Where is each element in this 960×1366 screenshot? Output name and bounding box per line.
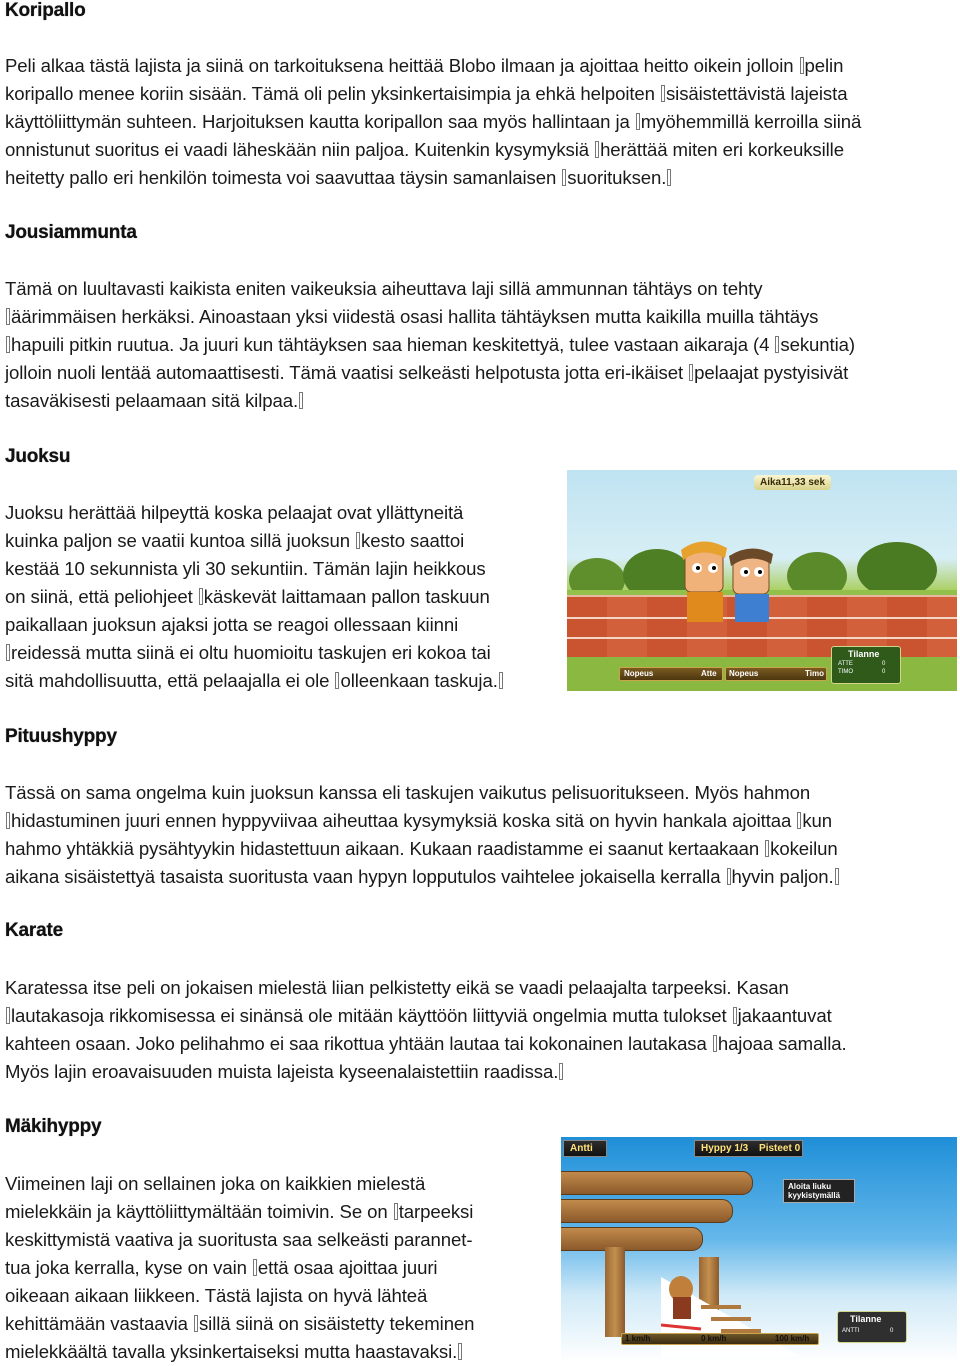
line-text: mielekkäältä tavalla yksinkertaiseksi mutta haastavaksi. xyxy=(5,1341,458,1362)
line-text: kuinka paljon se vaatii kuntoa sillä juoksun xyxy=(5,530,356,551)
speed-max: 100 km/h xyxy=(775,1334,810,1343)
missing-glyph-icon xyxy=(562,169,566,186)
paragraph-line xyxy=(5,331,855,359)
standings-score: 0 xyxy=(882,669,886,675)
paragraph-line xyxy=(5,1310,474,1338)
missing-glyph-icon xyxy=(661,85,665,102)
paragraph-line xyxy=(5,863,840,891)
line-text: sillä siinä on sisäistetty tekeminen xyxy=(198,1313,475,1334)
standings-row: ANTTI xyxy=(842,1328,860,1334)
line-text: on siinä, että peliohjeet xyxy=(5,586,198,607)
line-text: kestää 10 sekunnista yli 30 sekuntiin. Tämän lajin heikkous xyxy=(5,558,486,579)
line-text: tarpeeksi xyxy=(398,1201,474,1222)
line-text: Viimeinen laji on sellainen joka on kaikkien mielestä xyxy=(5,1173,426,1194)
line-text: lautakasoja rikkomisessa ei sinänsä ole mitään käyttöön liittyviä ongelmia mutta tulokset xyxy=(11,1005,732,1026)
missing-glyph-icon xyxy=(775,336,779,353)
paragraph-line xyxy=(5,108,861,136)
section-heading: Jousiammunta xyxy=(5,222,137,243)
missing-glyph-icon xyxy=(595,141,599,158)
line-text: Karatessa itse peli on jokaisen mielestä liian pelkistetty eikä se vaadi pelaajalta tarpeeksi. Kasan xyxy=(5,977,789,998)
line-text: kun xyxy=(802,810,833,831)
line-text: pelin xyxy=(804,55,844,76)
paragraph-line xyxy=(5,136,861,164)
paragraph-line xyxy=(5,1282,474,1310)
missing-glyph-icon xyxy=(356,532,360,549)
missing-glyph-icon xyxy=(6,812,10,829)
standings-panel xyxy=(831,646,901,684)
section-paragraph xyxy=(5,974,847,1086)
line-text: hapuili pitkin ruutua. Ja juuri kun tähtäyksen saa hieman keskitettyä, tulee vastaan aikaraja (4 xyxy=(11,334,775,355)
paragraph-line xyxy=(5,807,840,835)
line-text: että osaa ajoittaa juuri xyxy=(257,1257,438,1278)
paragraph-line xyxy=(5,583,504,611)
missing-glyph-icon xyxy=(835,868,839,885)
section-paragraph xyxy=(5,275,855,415)
log xyxy=(561,1227,703,1251)
player-name-timo: Timo xyxy=(805,669,824,678)
line-text: Juoksu herättää hilpeyttä koska pelaajat ovat yllättyneitä xyxy=(5,502,464,523)
standings-row: TIMO xyxy=(838,669,853,675)
missing-glyph-icon xyxy=(800,57,804,74)
missing-glyph-icon xyxy=(6,336,10,353)
paragraph-line xyxy=(5,779,840,807)
missing-glyph-icon xyxy=(6,644,10,661)
missing-glyph-icon xyxy=(733,1007,737,1024)
jump-counter xyxy=(694,1140,803,1157)
paragraph-line xyxy=(5,499,504,527)
line-text: hidastuminen juuri ennen hyppyviivaa aiheuttaa kysymyksiä koska sitä on hyvin hankala ajoittaa xyxy=(11,810,797,831)
section-heading: Mäkihyppy xyxy=(5,1116,102,1137)
paragraph-line xyxy=(5,555,504,583)
points-label: Pisteet 0 xyxy=(759,1143,801,1154)
line-text: käskevät laittamaan pallon taskuun xyxy=(203,586,490,607)
standings-score: 0 xyxy=(890,1328,894,1334)
line-text: kesto saattoi xyxy=(361,530,465,551)
paragraph-line xyxy=(5,1226,474,1254)
missing-glyph-icon xyxy=(713,1035,717,1052)
missing-glyph-icon xyxy=(689,364,693,381)
line-text: olleenkaan taskuja. xyxy=(340,670,498,691)
line-text: sitä mahdollisuutta, että pelaajalla ei ole xyxy=(5,670,335,691)
line-text: herättää miten eri korkeuksille xyxy=(600,139,844,160)
missing-glyph-icon xyxy=(458,1343,462,1360)
player-name-atte: Atte xyxy=(701,669,717,678)
paragraph-line xyxy=(5,1198,474,1226)
missing-glyph-icon xyxy=(559,1063,563,1080)
missing-glyph-icon xyxy=(636,113,640,130)
missing-glyph-icon xyxy=(299,392,303,409)
paragraph-line xyxy=(5,303,855,331)
missing-glyph-icon xyxy=(765,840,769,857)
line-text: reidessä mutta siinä ei oltu huomioitu taskujen eri kokoa tai xyxy=(11,642,491,663)
speed-current: 0 km/h xyxy=(701,1334,727,1343)
paragraph-line xyxy=(5,974,847,1002)
paragraph-line xyxy=(5,1030,847,1058)
standings-panel xyxy=(837,1311,907,1343)
line-text: heitetty pallo eri henkilön toimesta voi saavuttaa täysin samanlaisen xyxy=(5,167,562,188)
section-heading: Koripallo xyxy=(5,0,86,21)
line-text: mielekkäin ja käyttöliittymältään toimivin. Se on xyxy=(5,1201,393,1222)
missing-glyph-icon xyxy=(6,1007,10,1024)
section-paragraph xyxy=(5,52,861,192)
line-text: koripallo menee koriin sisään. Tämä oli pelin yksinkertaisimpia ja ehkä helpoiten xyxy=(5,83,660,104)
speed-label-timo: Nopeus xyxy=(729,669,759,678)
line-text: sisäistettävistä lajeista xyxy=(665,83,848,104)
wooden-post xyxy=(605,1247,625,1337)
paragraph-line xyxy=(5,1170,474,1198)
line-text: pelaajat pystyisivät xyxy=(694,362,849,383)
running-game-screenshot xyxy=(567,470,957,691)
time-display: Aika11,33 sek xyxy=(754,475,831,490)
ski-jump-game-screenshot xyxy=(561,1137,957,1362)
player-name-banner: Antti xyxy=(563,1140,607,1157)
missing-glyph-icon xyxy=(199,588,203,605)
line-text: hahmo yhtäkkiä pysähtyykin hidastettuun aikaan. Kukaan raadistamme ei saanut kertaakaan xyxy=(5,838,765,859)
section-heading: Juoksu xyxy=(5,446,71,467)
speed-label-atte: Nopeus xyxy=(624,669,654,678)
standings-title: Tilanne xyxy=(848,649,880,659)
paragraph-line xyxy=(5,527,504,555)
line-text: käyttöliittymän suhteen. Harjoituksen kautta koripallon saa myös hallintaan ja xyxy=(5,111,635,132)
section-paragraph xyxy=(5,779,840,891)
section-heading: Karate xyxy=(5,920,63,941)
line-text: keskittymistä vaativa ja suoritusta saa selkeästi parannet- xyxy=(5,1229,473,1250)
paragraph-line xyxy=(5,611,504,639)
line-text: tasaväkisesti pelaamaan sitä kilpaa. xyxy=(5,390,299,411)
log xyxy=(561,1199,733,1223)
missing-glyph-icon xyxy=(667,169,671,186)
missing-glyph-icon xyxy=(797,812,801,829)
line-text: tua joka kerralla, kyse on vain xyxy=(5,1257,252,1278)
line-text: myöhemmillä kerroilla siinä xyxy=(640,111,862,132)
missing-glyph-icon xyxy=(253,1259,257,1276)
missing-glyph-icon xyxy=(335,672,339,689)
missing-glyph-icon xyxy=(499,672,503,689)
speed-min: 1 km/h xyxy=(625,1334,651,1343)
standings-score: 0 xyxy=(882,661,886,667)
section-paragraph xyxy=(5,1170,474,1366)
line-text: onnistunut suoritus ei vaadi läheskään niin paljoa. Kuitenkin kysymyksiä xyxy=(5,139,595,160)
runner-characters xyxy=(667,540,787,640)
missing-glyph-icon xyxy=(6,308,10,325)
line-text: Myös lajin eroavaisuuden muista lajeista kyseenalaistettiin raadissa. xyxy=(5,1061,559,1082)
line-text: Tässä on sama ongelma kuin juoksun kanssa eli taskujen vaikutus pelisuoritukseen. Myös hahmon xyxy=(5,782,811,803)
line-text: Peli alkaa tästä lajista ja siinä on tarkoituksena heittää Blobo ilmaan ja ajoittaa heitto oikein jolloin xyxy=(5,55,799,76)
paragraph-line xyxy=(5,639,504,667)
line-text: kehittämään vastaavia xyxy=(5,1313,193,1334)
jump-counter-label: Hyppy 1/3 xyxy=(701,1143,749,1154)
line-text: hyvin paljon. xyxy=(731,866,834,887)
log xyxy=(561,1171,753,1195)
paragraph-line xyxy=(5,80,861,108)
paragraph-line xyxy=(5,275,855,303)
paragraph-line xyxy=(5,1338,474,1366)
line-text: hajoaa samalla. xyxy=(717,1033,847,1054)
line-text: oikeaan aikaan liikkeen. Tästä lajista on hyvä lähteä xyxy=(5,1285,428,1306)
standings-row: ATTE xyxy=(838,661,853,667)
line-text: kokeilun xyxy=(770,838,838,859)
paragraph-line xyxy=(5,1058,847,1086)
paragraph-line xyxy=(5,164,861,192)
paragraph-line xyxy=(5,359,855,387)
line-text: jakaantuvat xyxy=(737,1005,832,1026)
line-text: paikallaan juoksun ajaksi jotta se reagoi ollessaan kiinni xyxy=(5,614,459,635)
line-text: kahteen osaan. Joko pelihahmo ei saa rikottua yhtään lautaa tai kokonainen lautakasa xyxy=(5,1033,712,1054)
line-text: sekuntia) xyxy=(780,334,855,355)
line-text: jolloin nuoli lentää automaattisesti. Tämä vaatisi selkeästi helpotusta jotta eri-ikäiset xyxy=(5,362,689,383)
hint-box: Aloita liuku kyykistymällä xyxy=(783,1179,855,1203)
paragraph-line xyxy=(5,387,855,415)
line-text: aikana sisäistettyä tasaista suoritusta vaan hypyn lopputulos vaihtelee jokaisella kerralla xyxy=(5,866,726,887)
section-paragraph xyxy=(5,499,504,695)
paragraph-line xyxy=(5,52,861,80)
section-heading: Pituushyppy xyxy=(5,726,117,747)
standings-title: Tilanne xyxy=(850,1314,882,1324)
paragraph-line xyxy=(5,1002,847,1030)
paragraph-line xyxy=(5,667,504,695)
line-text: äärimmäisen herkäksi. Ainoastaan yksi viidestä osasi hallita tähtäyksen mutta kaikilla muilla tähtäys xyxy=(11,306,819,327)
missing-glyph-icon xyxy=(394,1203,398,1220)
paragraph-line xyxy=(5,835,840,863)
missing-glyph-icon xyxy=(194,1315,198,1332)
line-text: Tämä on luultavasti kaikista eniten vaikeuksia aiheuttava laji sillä ammunnan tähtäys on tehty xyxy=(5,278,763,299)
line-text: suorituksen. xyxy=(567,167,667,188)
paragraph-line xyxy=(5,1254,474,1282)
missing-glyph-icon xyxy=(727,868,731,885)
